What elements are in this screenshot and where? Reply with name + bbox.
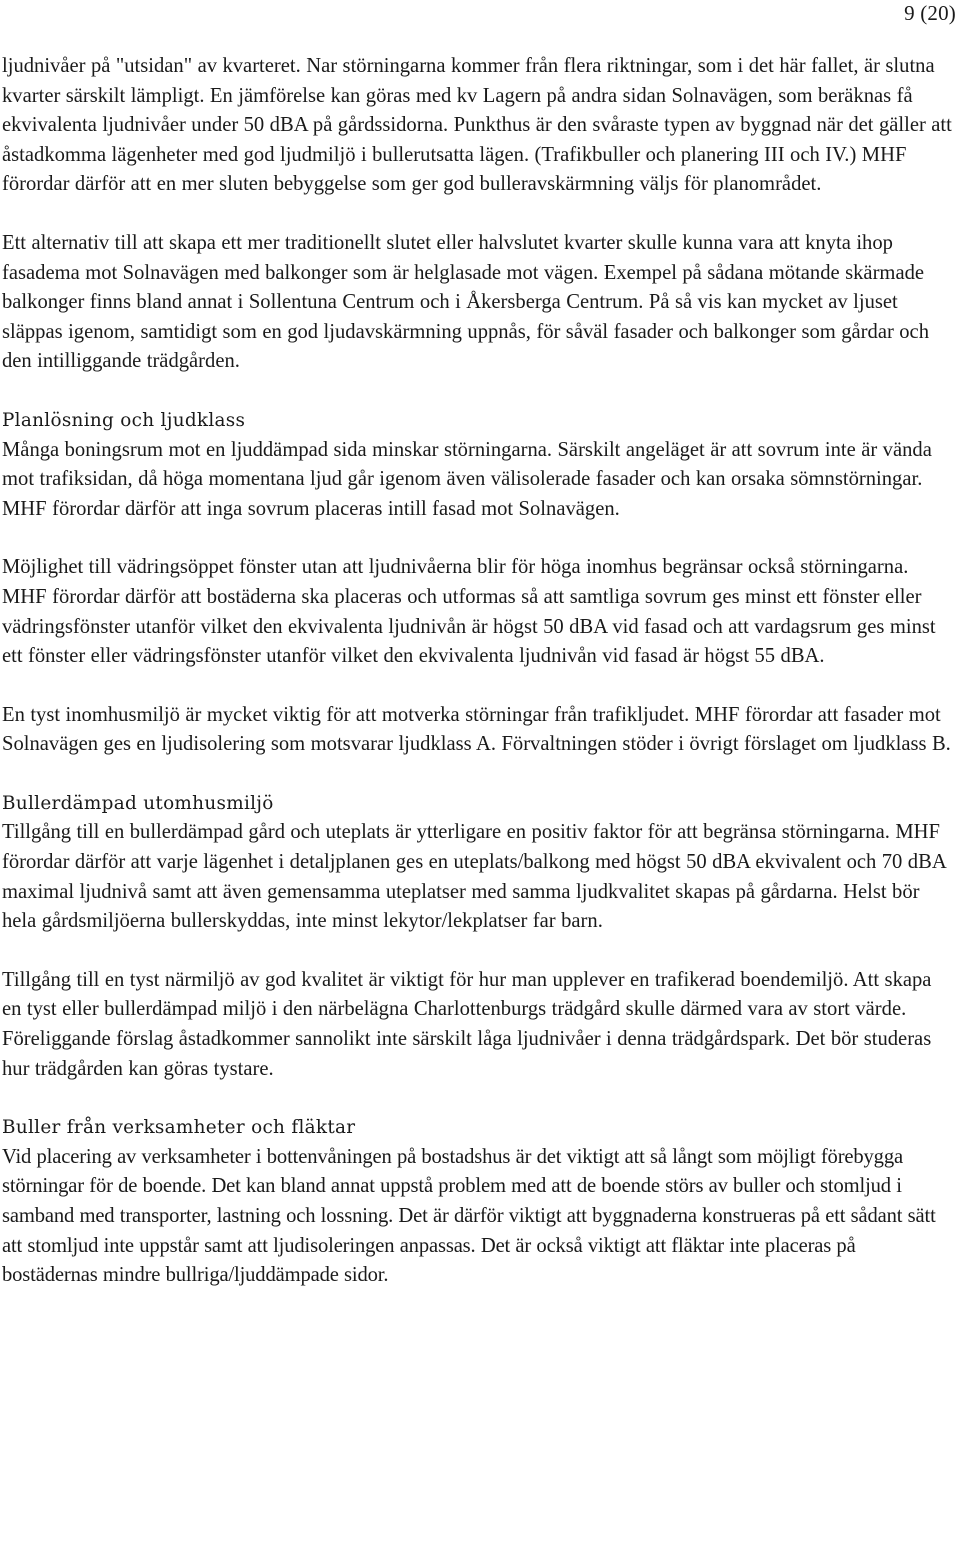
section-text-outdoor-environment: Tillgång till en bullerdämpad gård och uteplats är ytterligare en positiv faktor för att begränsa störningarna. MHF förordar därför att varje lägenhet i detaljplanen ges en uteplats/balkong med högst 50 dBA ekvivalent och 70 dBA maximal ljudnivå samt att även gemensamma uteplatser med samma ljudkvalitet skapas på gårdarna. Helst bör hela gårdsmiljöerna bullerskyddas, inte minst lekytor/lekplatser far barn. bbox=[2, 821, 946, 933]
section-heading-outdoor-environment: Bullerdämpad utomhusmiljö bbox=[2, 792, 274, 814]
paragraph-quiet-surroundings: Tillgång till en tyst närmiljö av god kvalitet är viktigt för hur man upplever en trafikerad boendemiljö. Att skapa en tyst eller bullerdämpad miljö i den närbelägna Charlottenburgs trädgård skulle därmed vara av stort värde. Föreliggande förslag åstadkommer sannolikt inte särskilt låga ljudnivåer i denna trädgårdspark. Det bör studeras hur trädgården kan göras tystare. bbox=[2, 968, 932, 1080]
paragraph-indoor-environment: En tyst inomhusmiljö är mycket viktig för att motverka störningar från trafikljudet. MHF förordar att fasader mot Solnavägen ges en ljudisolering som motsvarar ljudklass A. Förvaltningen stöder i övrigt förslaget om ljudklass B. bbox=[2, 703, 951, 756]
paragraph-ventilation-windows: Möjlighet till vädringsöppet fönster utan att ljudnivåerna blir för höga inomhus begränsar också störningarna. MHF förordar därför att bostäderna ska placeras och utformas så att samtliga sovrum ges minst ett fönster eller vädringsfönster utanför vilket den ekvivalenta ljudnivån är högst 50 dBA vid fasad och att vardagsrum ges minst ett fönster eller vädringsfönster utanför vilket den ekvivalenta ljudnivån vid fasad är högst 55 dBA. bbox=[2, 556, 936, 668]
section-heading-floor-plan: Planlösning och ljudklass bbox=[2, 409, 246, 431]
paragraph-glazed-balconies: Ett alternativ till att skapa ett mer traditionellt slutet eller halvslutet kvarter skulle kunna vara att knyta ihop fasadema mot Solnavägen med balkonger som är helglasade mot vägen. Exempel på sådana mötande skärmade balkonger finns bland annat i Sollentuna Centrum och i Åkersberga Centrum. På så vis kan mycket av ljuset släppas igenom, samtidigt som en god ljudavskärmning uppnås, för såväl fasader och balkonger som gårdar och den intilliggande trädgården. bbox=[2, 231, 929, 373]
document-body bbox=[2, 52, 956, 1320]
section-floor-plan bbox=[2, 406, 956, 524]
paragraph-closed-blocks: ljudnivåer på "utsidan" av kvarteret. Nar störningarna kommer från flera riktningar, som i det här fallet, är slutna kvarter särskilt lämpligt. En jämförelse kan göras med kv Lagern på andra sidan Solnavägen, som beräknas få ekvivalenta ljudnivåer under 50 dBA på gårdssidorna. Punkthus är den svåraste typen av byggnad när det gäller att åstadkomma lägenheter med god ljudmiljö i bullerutsatta lägen. (Trafikbuller och planering III och IV.) MHF förordar därför att en mer sluten bebyggelse som ger god bulleravskärmning väljs för planområdet. bbox=[2, 55, 952, 196]
section-heading-businesses-fans: Buller från verksamheter och fläktar bbox=[2, 1117, 356, 1139]
section-text-businesses-fans: Vid placering av verksamheter i bottenvåningen på bostadshus är det viktigt att så långt som möjligt förebygga störningar för de boende. Det kan bland annat uppstå problem med att de boende störs av buller och stomljud i samband med transporter, lastning och lossning. Det är därför viktigt att byggnaderna konstrueras på ett sådant sätt att stomljud inte uppstår samt att ljudisoleringen anpassas. Det är också viktigt att fläktar inte placeras på bostädernas mindre bullriga/ljuddämpade sidor. bbox=[2, 1145, 936, 1287]
section-businesses-fans bbox=[2, 1113, 956, 1291]
page-number: 9 (20) bbox=[904, 1, 956, 25]
section-outdoor-environment bbox=[2, 789, 956, 937]
section-text-floor-plan: Många boningsrum mot en ljuddämpad sida minskar störningarna. Särskilt angeläget är att sovrum inte är vända mot trafiksidan, då höga momentana ljud går igenom även välisolerade fasader och kan orsaka sömnstörningar. MHF förordar därför att inga sovrum placeras intill fasad mot Solnavägen. bbox=[2, 438, 932, 520]
